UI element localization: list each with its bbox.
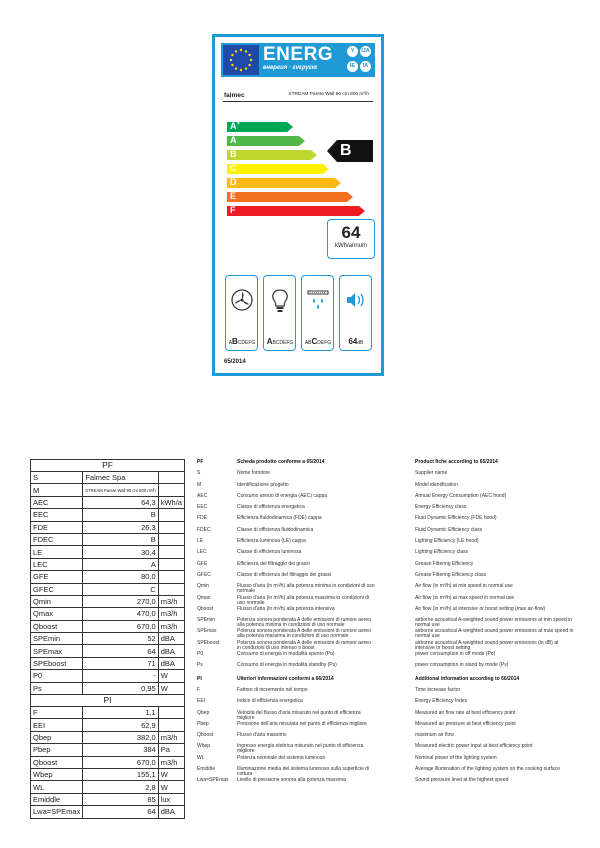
table-row bbox=[31, 670, 185, 682]
fiche-row bbox=[197, 538, 575, 549]
param-unit: m3/h bbox=[158, 756, 184, 768]
fiche-header-row bbox=[197, 676, 575, 687]
fiche-row bbox=[197, 662, 575, 673]
fiche-code: LEC bbox=[197, 549, 207, 556]
param-value: 26,3 bbox=[83, 521, 158, 533]
param-code: Qbep bbox=[31, 731, 83, 743]
fan-efficiency-box bbox=[225, 275, 258, 351]
grease-filter-efficiency-box bbox=[301, 275, 334, 351]
fiche-code: Qboost bbox=[197, 732, 214, 739]
annual-consumption-value: 64 bbox=[341, 223, 361, 242]
fiche-row bbox=[197, 710, 575, 721]
fiche-italian: Classe di efficienza energetica bbox=[237, 504, 305, 511]
lightbulb-icon bbox=[268, 288, 292, 314]
table-row bbox=[31, 633, 185, 645]
fiche-code: FDE bbox=[197, 515, 207, 522]
fiche-row bbox=[197, 628, 575, 639]
fiche-row bbox=[197, 606, 575, 617]
fiche-english: Measured air pressure at best efficiency point bbox=[415, 720, 516, 727]
fiche-code: SPEmax bbox=[197, 628, 217, 635]
fiche-italian: Classe di efficienza luminosa bbox=[237, 549, 302, 556]
sound-icon bbox=[344, 288, 368, 312]
fiche-row bbox=[197, 698, 575, 709]
regulation-number: 65/2014 bbox=[224, 359, 246, 365]
table-row bbox=[31, 707, 185, 719]
fiche-english: Grease Filtering Efficiency class bbox=[415, 571, 487, 578]
energy-scale-letter: A+ bbox=[230, 121, 241, 131]
table-row bbox=[31, 744, 185, 756]
fiche-row bbox=[197, 515, 575, 526]
fiche-italian: Potenza sonora ponderata A delle emissioni di rumore aereo alla potenza minima in condizioni di uso normale bbox=[237, 617, 371, 629]
param-value: 80,0 bbox=[83, 571, 158, 583]
param-code: Emiddle bbox=[31, 793, 83, 805]
energy-subtitle: енергия · ενεργεια bbox=[263, 65, 318, 71]
param-code: EEC bbox=[31, 509, 83, 521]
fiche-english: Energy Efficiency class bbox=[415, 504, 467, 511]
noise-level-label: 64dB bbox=[348, 337, 364, 346]
fiche-code: EEI bbox=[197, 698, 206, 705]
fiche-code: Wbep bbox=[197, 743, 211, 750]
param-unit: W bbox=[158, 768, 184, 780]
fiche-english: Nominal power of the lighting system bbox=[415, 754, 497, 761]
table-row bbox=[31, 595, 185, 607]
divider bbox=[223, 101, 373, 102]
table-section-header: PI bbox=[31, 695, 185, 707]
param-unit bbox=[158, 521, 184, 533]
fiche-italian: Flusso d'aria (in m³/h) alla potenza intensiva bbox=[237, 605, 335, 612]
fiche-english: Measured electric power input at best efficiency point bbox=[415, 743, 533, 750]
param-unit bbox=[158, 546, 184, 558]
fiche-row bbox=[197, 617, 575, 628]
fiche-code: EEC bbox=[197, 504, 208, 511]
fiche-english: airborne acoustical A-weighted sound power emissions at min speed in normal use bbox=[415, 617, 573, 629]
param-code: Ps bbox=[31, 682, 83, 694]
fiche-code: S bbox=[197, 470, 201, 477]
param-code: Qmin bbox=[31, 595, 83, 607]
table-row bbox=[31, 781, 185, 793]
param-value: 2,8 bbox=[83, 781, 158, 793]
product-values-table bbox=[30, 459, 185, 819]
param-code: AEC bbox=[31, 496, 83, 508]
noise-box bbox=[339, 275, 372, 351]
param-code: GFEC bbox=[31, 583, 83, 595]
fan-icon bbox=[230, 288, 254, 312]
fiche-row bbox=[197, 493, 575, 504]
param-unit: W bbox=[158, 670, 184, 682]
param-unit: m3/h bbox=[158, 731, 184, 743]
language-badge: IJA bbox=[360, 46, 371, 57]
fiche-italian: Indice di efficienza energetica bbox=[237, 698, 303, 705]
param-value: 64,3 bbox=[83, 496, 158, 508]
fiche-code: Lwa=SPEmax bbox=[197, 777, 229, 784]
param-value: 1,1 bbox=[83, 707, 158, 719]
fiche-italian: Potenza sonora ponderata A delle emissioni di rumore aereo in condizioni di uso intenso o boost bbox=[237, 639, 371, 651]
param-code: WL bbox=[31, 781, 83, 793]
fiche-code: PF bbox=[197, 459, 204, 465]
energy-class-value: B bbox=[340, 142, 352, 159]
energy-scale-bar bbox=[227, 150, 317, 160]
fiche-row bbox=[197, 527, 575, 538]
param-unit: dBA bbox=[158, 633, 184, 645]
fiche-row bbox=[197, 482, 575, 493]
fiche-row bbox=[197, 732, 575, 743]
param-value: - bbox=[83, 670, 158, 682]
fiche-italian: Efficienza del filtraggio dei grassi bbox=[237, 560, 310, 567]
table-row bbox=[31, 509, 185, 521]
fiche-code: SPEboost bbox=[197, 639, 220, 646]
param-code: Wbep bbox=[31, 768, 83, 780]
param-unit: kWh/a bbox=[158, 496, 184, 508]
fiche-english: airborne acoustical A-weighted sound power emissions (in dB) at intensive or boost setting bbox=[415, 639, 559, 651]
energy-label bbox=[212, 34, 384, 376]
param-code: Lwa=SPEmax bbox=[31, 806, 83, 818]
param-code: LEC bbox=[31, 558, 83, 570]
fiche-code: PI bbox=[197, 675, 202, 682]
table-row bbox=[31, 583, 185, 595]
grease-filter-class-label: ABCDEFG bbox=[304, 337, 332, 346]
fiche-italian: Fattore di incremento nel tempo bbox=[237, 686, 308, 693]
fiche-italian: Livello di pressione sonora alla potenza massima bbox=[237, 777, 346, 784]
energy-scale-bar bbox=[227, 178, 341, 188]
param-code: GFE bbox=[31, 571, 83, 583]
fiche-italian: Consumo di energia in modalità spento (Po) bbox=[237, 651, 335, 658]
param-value: 52 bbox=[83, 633, 158, 645]
fiche-row bbox=[197, 687, 575, 698]
param-unit bbox=[158, 707, 184, 719]
param-value: 64 bbox=[83, 806, 158, 818]
param-code: Qboost bbox=[31, 620, 83, 632]
energy-scale-bar bbox=[227, 122, 293, 132]
energy-scale-bar bbox=[227, 164, 329, 174]
fiche-code: LE bbox=[197, 538, 204, 545]
fiche-code: FDEC bbox=[197, 526, 211, 533]
fiche-row bbox=[197, 743, 575, 754]
param-value: 670,0 bbox=[83, 756, 158, 768]
param-unit bbox=[158, 583, 184, 595]
table-row bbox=[31, 806, 185, 818]
table-row bbox=[31, 719, 185, 731]
fiche-english: Sound pressure level at the highest speed bbox=[415, 777, 509, 784]
fiche-row bbox=[197, 766, 575, 777]
param-value: 270,0 bbox=[83, 595, 158, 607]
param-code: SPEmin bbox=[31, 633, 83, 645]
fiche-italian: Classe di efficienza del filtraggio dei grassi bbox=[237, 571, 332, 578]
fiche-row bbox=[197, 583, 575, 594]
fiche-header-row bbox=[197, 459, 575, 470]
energy-scale-bar bbox=[227, 136, 305, 146]
param-unit: dBA bbox=[158, 657, 184, 669]
fiche-row bbox=[197, 651, 575, 662]
energy-label-header bbox=[221, 43, 375, 77]
fan-class-label: ABCDEFG bbox=[228, 337, 256, 346]
fiche-code: GFE bbox=[197, 560, 208, 567]
param-unit bbox=[158, 533, 184, 545]
param-value: 384 bbox=[83, 744, 158, 756]
energy-title: ENERG bbox=[263, 44, 334, 65]
param-code: SPEboost bbox=[31, 657, 83, 669]
light-class-label: ABCDEFG bbox=[266, 337, 294, 346]
param-unit: lux bbox=[158, 793, 184, 805]
param-unit: dBA bbox=[158, 806, 184, 818]
fiche-english: maximum air flow bbox=[415, 732, 454, 739]
fiche-code: Emiddle bbox=[197, 766, 216, 773]
fiche-code: GFEC bbox=[197, 571, 211, 578]
fiche-italian: Potenza sonora ponderata A delle emissioni di rumore aereo alla potenza massima in condizioni di uso normale bbox=[237, 628, 371, 640]
param-value: B bbox=[83, 509, 158, 521]
fiche-english: Model identification bbox=[415, 481, 458, 488]
fiche-code: F bbox=[197, 686, 201, 693]
fiche-english: Time increase factor bbox=[415, 686, 461, 693]
param-unit: Pa bbox=[158, 744, 184, 756]
fiche-code: AEC bbox=[197, 492, 208, 499]
fiche-english: Energy Efficiency Index bbox=[415, 698, 468, 705]
table-row bbox=[31, 608, 185, 620]
supplier-name: falmec bbox=[224, 92, 245, 99]
fiche-italian: Efficienza luminosa (LE) cappa bbox=[237, 538, 306, 545]
param-value: 85 bbox=[83, 793, 158, 805]
table-row bbox=[31, 793, 185, 805]
param-value: 382,0 bbox=[83, 731, 158, 743]
fiche-code: Qmin bbox=[197, 583, 209, 590]
annual-consumption-box bbox=[327, 219, 375, 259]
energy-scale-letter: E bbox=[230, 191, 237, 201]
table-row bbox=[31, 645, 185, 657]
fiche-code: Pbep bbox=[197, 720, 209, 727]
energy-scale-letter: C bbox=[230, 163, 237, 173]
energy-scale-bar bbox=[227, 206, 365, 216]
fiche-english: Air flow (in m³/h) at intensive or boost setting (max air-flow) bbox=[415, 605, 546, 612]
fiche-italian: Nome fornitore bbox=[237, 470, 271, 477]
fiche-english: power consumption in off mode (Po) bbox=[415, 651, 496, 658]
fiche-english: Grease Filtering Efficiency bbox=[415, 560, 474, 567]
fiche-code: P0 bbox=[197, 651, 204, 658]
fiche-english: Fluid Dynamic Efficiency class bbox=[415, 526, 483, 533]
fiche-english: Annual Energy Consumption (AEC hood) bbox=[415, 492, 507, 499]
param-unit: W bbox=[158, 781, 184, 793]
fiche-italian: Efficienza fluidodinamica (FDE) cappa bbox=[237, 515, 322, 522]
param-code: S bbox=[31, 472, 83, 484]
fiche-english: Average illumination of the lighting system on the cooking surface bbox=[415, 766, 560, 773]
fiche-row bbox=[197, 595, 575, 606]
fiche-code: M bbox=[197, 481, 202, 488]
language-badge: IE bbox=[347, 61, 358, 72]
fiche-code: Qboost bbox=[197, 605, 214, 612]
fiche-italian: Scheda prodotto conforme a 65/2014 bbox=[237, 459, 325, 465]
fiche-code: Qbep bbox=[197, 709, 210, 716]
param-value: 0,95 bbox=[83, 682, 158, 694]
param-value: 71 bbox=[83, 657, 158, 669]
param-code: M bbox=[31, 484, 83, 496]
table-row bbox=[31, 657, 185, 669]
table-row bbox=[31, 472, 185, 484]
table-row bbox=[31, 682, 185, 694]
param-code: SPEmax bbox=[31, 645, 83, 657]
fiche-english: Air flow (in m³/h) at min speed in normal use bbox=[415, 583, 513, 590]
param-value: Falmec Spa bbox=[83, 472, 158, 484]
table-row bbox=[31, 731, 185, 743]
param-unit: W bbox=[158, 682, 184, 694]
param-code: FDEC bbox=[31, 533, 83, 545]
param-unit bbox=[158, 719, 184, 731]
fiche-english: Additional information according to 66/2014 bbox=[415, 675, 520, 682]
table-row bbox=[31, 620, 185, 632]
param-value: 62,9 bbox=[83, 719, 158, 731]
fiche-italian: Pressione dell'aria misurata nel punto di efficienza migliore bbox=[237, 720, 367, 727]
param-unit: dBA bbox=[158, 645, 184, 657]
fiche-code: WL bbox=[197, 754, 205, 761]
table-row bbox=[31, 533, 185, 545]
table-row bbox=[31, 768, 185, 780]
param-value: 155,1 bbox=[83, 768, 158, 780]
param-value: 64 bbox=[83, 645, 158, 657]
fiche-row bbox=[197, 504, 575, 515]
fiche-code: Qmax bbox=[197, 594, 211, 601]
fiche-italian: Classe di efficienza fluidodinamica bbox=[237, 526, 314, 533]
fiche-english: Lighting Efficiency class bbox=[415, 549, 468, 556]
fiche-row bbox=[197, 721, 575, 732]
param-value: C bbox=[83, 583, 158, 595]
param-code: F bbox=[31, 707, 83, 719]
param-unit: m3/h bbox=[158, 595, 184, 607]
param-unit: m3/h bbox=[158, 608, 184, 620]
fiche-italian: Velocità del flusso d'aria misurato nel punto di efficienza migliore bbox=[237, 709, 361, 721]
fiche-italian: Flusso d'aria (in m³/h) alla potenza massima in condizioni di uso normale bbox=[237, 594, 370, 606]
param-code: Qboost bbox=[31, 756, 83, 768]
grease-filter-icon bbox=[306, 288, 330, 314]
param-unit bbox=[158, 509, 184, 521]
param-value: 470,0 bbox=[83, 608, 158, 620]
energy-scale-letter: B bbox=[230, 149, 237, 159]
fiche-row bbox=[197, 640, 575, 651]
fiche-code: Ps bbox=[197, 662, 203, 669]
fiche-row bbox=[197, 470, 575, 481]
language-badge: Y bbox=[347, 46, 358, 57]
fiche-row bbox=[197, 549, 575, 560]
param-code: Qmax bbox=[31, 608, 83, 620]
light-efficiency-box bbox=[263, 275, 296, 351]
fiche-row bbox=[197, 755, 575, 766]
table-row bbox=[31, 521, 185, 533]
fiche-english: Lighting Efficiency (LE hood) bbox=[415, 538, 479, 545]
fiche-italian: Potenza nominale del sistema luminoso bbox=[237, 754, 326, 761]
table-section-header: PF bbox=[31, 460, 185, 472]
param-code: EEI bbox=[31, 719, 83, 731]
param-unit bbox=[158, 571, 184, 583]
fiche-english: Fluid Dynamic Efficiency (FDE hood) bbox=[415, 515, 497, 522]
param-value: STREAM Parete Wall 90 cm 800 m³/h bbox=[83, 484, 158, 496]
param-unit bbox=[158, 472, 184, 484]
fiche-english: airborne acoustical A-weighted sound power emissions at max speed in normal use bbox=[415, 628, 574, 640]
fiche-italian: Consumo annuo di energia (AEC) cappa bbox=[237, 492, 328, 499]
energy-scale-letter: A bbox=[230, 135, 237, 145]
param-code: LE bbox=[31, 546, 83, 558]
param-code: Pbep bbox=[31, 744, 83, 756]
product-fiche-descriptions bbox=[197, 459, 575, 789]
fiche-code: SPEmin bbox=[197, 617, 216, 624]
energy-scale-letter: F bbox=[230, 205, 236, 215]
fiche-row bbox=[197, 561, 575, 572]
fiche-italian: Flusso d'aria (in m³/h) alla potenza minima in condizioni di uso normale bbox=[237, 583, 375, 595]
param-unit: m3/h bbox=[158, 620, 184, 632]
param-unit bbox=[158, 484, 184, 496]
table-row bbox=[31, 496, 185, 508]
fiche-english: Product fiche according to 65/2014 bbox=[415, 459, 498, 465]
table-row bbox=[31, 558, 185, 570]
fiche-italian: Ingresso energia elettrica misurato nel punto di efficienza migliore bbox=[237, 743, 364, 755]
param-value: A bbox=[83, 558, 158, 570]
fiche-italian: Illuminazione media del sistema luminoso sulla superficie di cottura bbox=[237, 766, 370, 778]
fiche-english: Supplier name bbox=[415, 470, 448, 477]
fiche-italian: Consumo di energia in modalità standby (Ps) bbox=[237, 662, 337, 669]
fiche-italian: Ulteriori informazioni conformi a 66/2014 bbox=[237, 675, 334, 682]
energy-scale-letter: D bbox=[230, 177, 237, 187]
fiche-italian: Flusso d'aria massimo bbox=[237, 732, 287, 739]
table-row bbox=[31, 571, 185, 583]
param-code: P0 bbox=[31, 670, 83, 682]
model-name: STREAM Parete Wall 90 cm 800 m³/h bbox=[288, 92, 369, 97]
fiche-row bbox=[197, 572, 575, 583]
table-row bbox=[31, 756, 185, 768]
annual-consumption-unit: kWh/annum bbox=[334, 243, 367, 249]
param-value: 670,0 bbox=[83, 620, 158, 632]
param-value: B bbox=[83, 533, 158, 545]
energy-scale-bar bbox=[227, 192, 353, 202]
fiche-english: power consumption in stand by mode (Ps) bbox=[415, 662, 509, 669]
param-code: FDE bbox=[31, 521, 83, 533]
param-value: 30,4 bbox=[83, 546, 158, 558]
param-unit bbox=[158, 558, 184, 570]
fiche-english: Air flow (in m³/h) at max speed in normal use bbox=[415, 594, 515, 601]
fiche-italian: Identificazione progetto bbox=[237, 481, 289, 488]
fiche-row bbox=[197, 777, 575, 788]
table-row bbox=[31, 484, 185, 496]
language-badge: IA bbox=[360, 61, 371, 72]
eu-flag-icon bbox=[223, 45, 259, 75]
table-row bbox=[31, 546, 185, 558]
fiche-english: Measured air flow rate at best efficiency point bbox=[415, 709, 516, 716]
